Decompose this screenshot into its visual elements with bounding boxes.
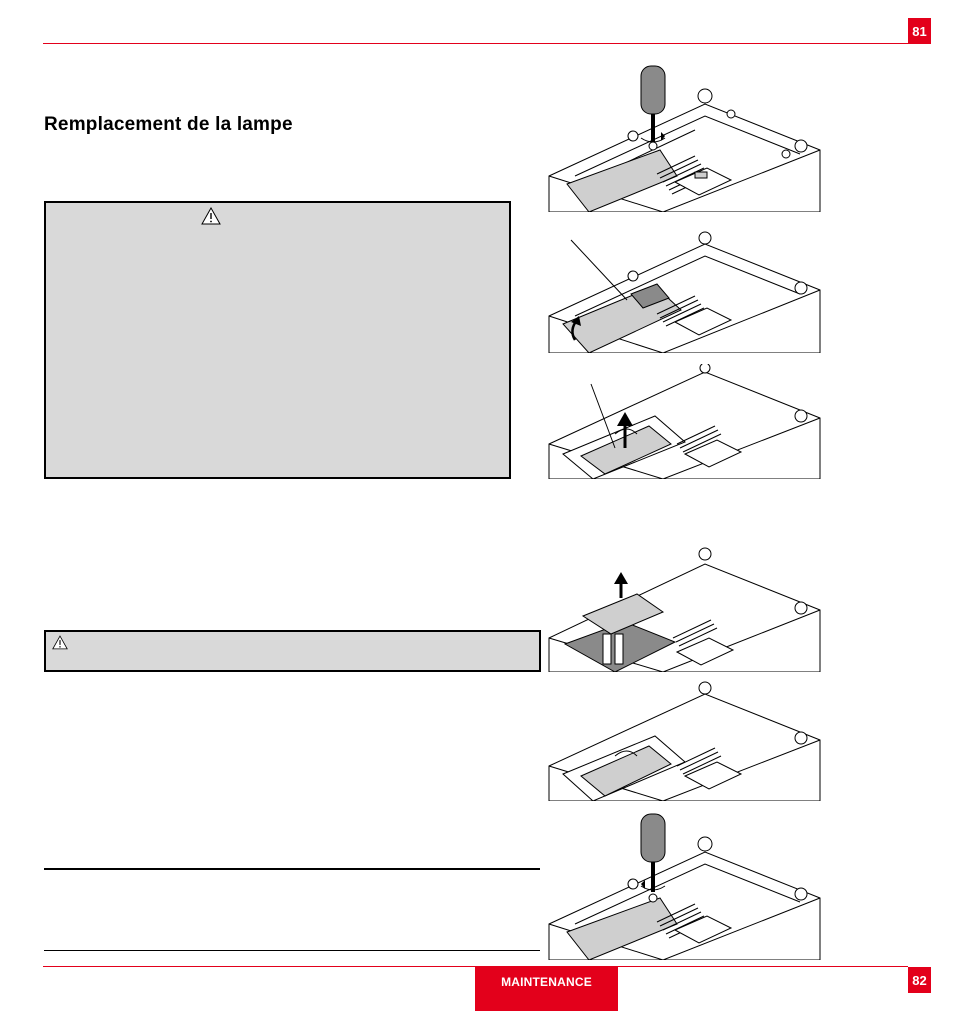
page-number-bottom: 82 [908, 967, 931, 993]
warning-triangle-icon [201, 207, 221, 225]
warning-triangle-icon [52, 635, 68, 650]
section-title: Remplacement de la lampe [44, 114, 293, 135]
section-tab-maintenance: MAINTENANCE [475, 967, 618, 1011]
step-6-tighten-screw-illustration [545, 812, 830, 960]
step-2-remove-cover-illustration [545, 228, 830, 353]
note-top-rule [44, 868, 540, 870]
step-1-loosen-screw-illustration [545, 64, 830, 212]
step-3-lamp-handle-illustration [545, 364, 830, 479]
page-number-top: 81 [908, 18, 931, 44]
note-bottom-rule [44, 950, 540, 951]
arrow-up-icon [614, 572, 628, 598]
warning-box-lamp-hot [44, 201, 511, 479]
warning-box-lamp-glass [44, 630, 541, 672]
header-rule [43, 43, 908, 44]
step-4-lift-lamp-illustration [545, 542, 830, 672]
step-5-insert-lamp-illustration [545, 676, 830, 801]
